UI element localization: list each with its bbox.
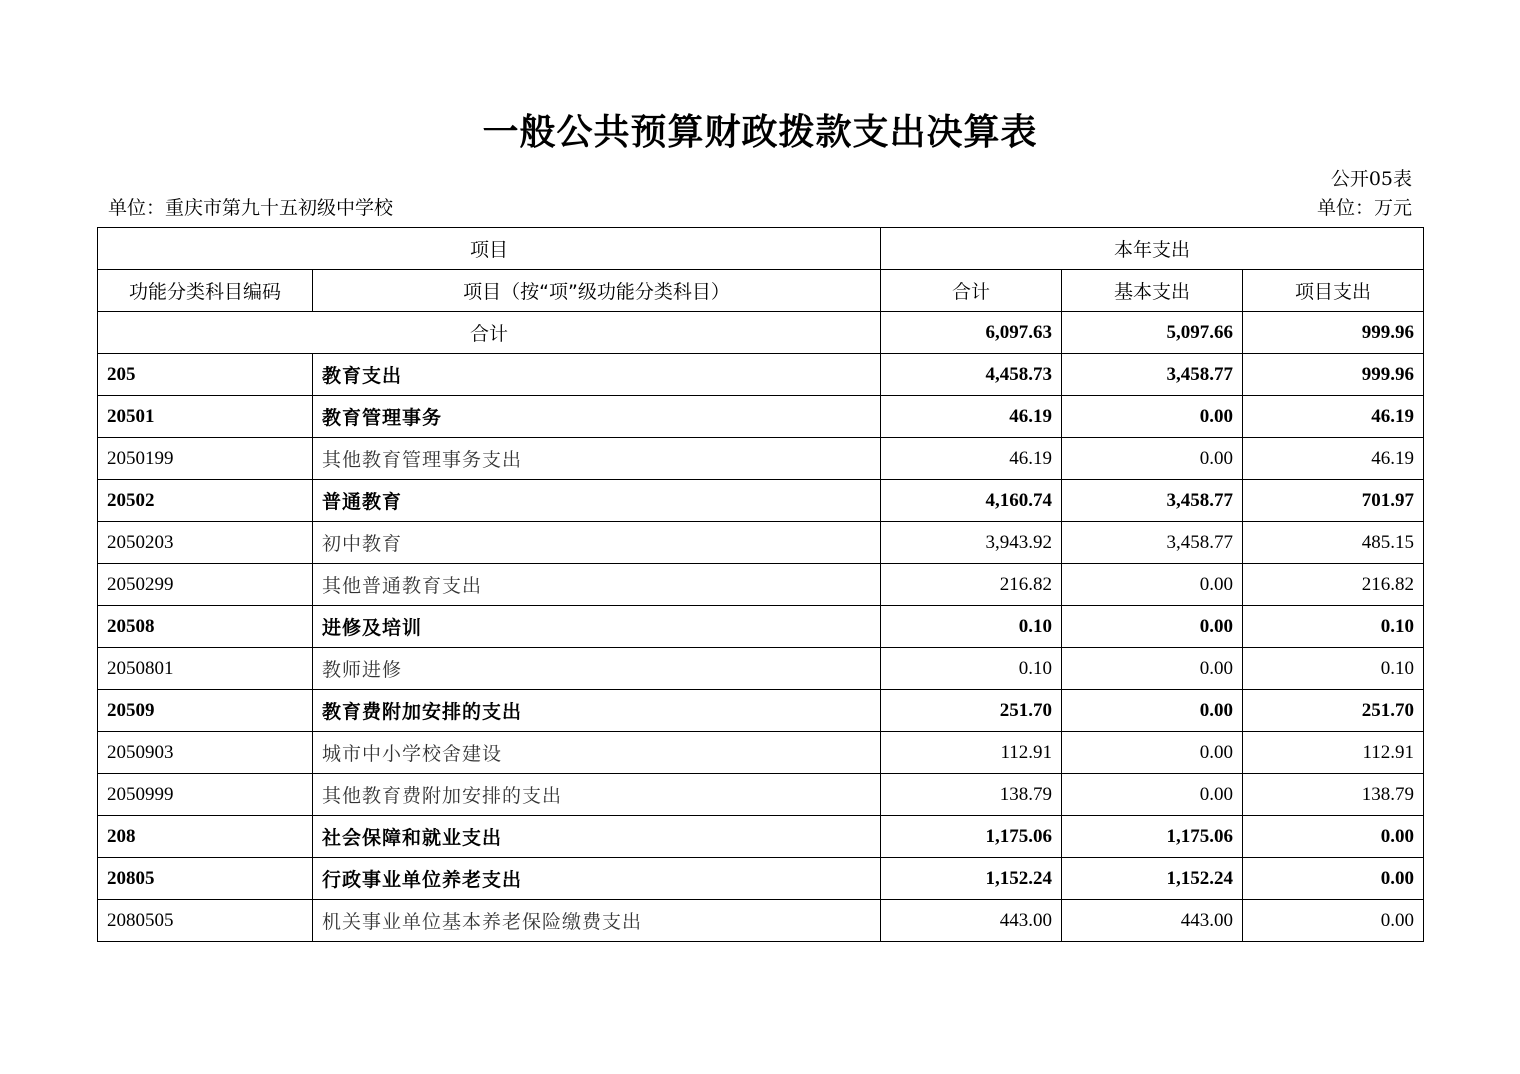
table-row: [98, 606, 1424, 648]
header-basic: 基本支出: [1062, 270, 1243, 312]
total-label: 合计: [98, 312, 881, 354]
row-total: 46.19: [881, 438, 1062, 480]
row-basic: 3,458.77: [1062, 480, 1243, 522]
row-project: 46.19: [1243, 438, 1424, 480]
row-project: 0.10: [1243, 606, 1424, 648]
row-name: 初中教育: [313, 522, 881, 564]
total-sum: 6,097.63: [881, 312, 1062, 354]
expenditure-table: [97, 227, 1424, 942]
row-project: 0.10: [1243, 648, 1424, 690]
row-code: 20501: [98, 396, 313, 438]
header-code: 功能分类科目编码: [98, 270, 313, 312]
page-title: 一般公共预算财政拨款支出决算表: [482, 112, 1038, 153]
row-code: 2080505: [98, 900, 313, 942]
table-row: [98, 564, 1424, 606]
row-project: 112.91: [1243, 732, 1424, 774]
row-total: 4,160.74: [881, 480, 1062, 522]
table-row: [98, 900, 1424, 942]
row-basic: 0.00: [1062, 648, 1243, 690]
row-project: 485.15: [1243, 522, 1424, 564]
row-basic: 0.00: [1062, 606, 1243, 648]
row-total: 138.79: [881, 774, 1062, 816]
row-basic: 0.00: [1062, 690, 1243, 732]
row-total: 3,943.92: [881, 522, 1062, 564]
row-basic: 1,175.06: [1062, 816, 1243, 858]
row-basic: 0.00: [1062, 774, 1243, 816]
row-name: 其他教育费附加安排的支出: [313, 774, 881, 816]
row-total: 0.10: [881, 606, 1062, 648]
row-name: 机关事业单位基本养老保险缴费支出: [313, 900, 881, 942]
row-name: 社会保障和就业支出: [313, 816, 881, 858]
row-name: 教育管理事务: [313, 396, 881, 438]
row-code: 2050199: [98, 438, 313, 480]
currency-unit: 单位：万元: [1316, 197, 1412, 219]
header-current-year: 本年支出: [881, 228, 1424, 270]
total-basic: 5,097.66: [1062, 312, 1243, 354]
row-project: 0.00: [1243, 900, 1424, 942]
table-row: [98, 480, 1424, 522]
row-name: 其他普通教育支出: [313, 564, 881, 606]
row-name: 城市中小学校舍建设: [313, 732, 881, 774]
row-total: 46.19: [881, 396, 1062, 438]
header-project-expense: 项目支出: [1243, 270, 1424, 312]
header-total: 合计: [881, 270, 1062, 312]
row-code: 2050903: [98, 732, 313, 774]
row-name: 普通教育: [313, 480, 881, 522]
row-code: 2050203: [98, 522, 313, 564]
header-project: 项目: [98, 228, 881, 270]
row-name: 教育支出: [313, 354, 881, 396]
table-row: [98, 648, 1424, 690]
row-project: 0.00: [1243, 858, 1424, 900]
row-project: 216.82: [1243, 564, 1424, 606]
table-row: [98, 774, 1424, 816]
table-row: [98, 690, 1424, 732]
row-name: 教师进修: [313, 648, 881, 690]
row-project: 138.79: [1243, 774, 1424, 816]
row-total: 251.70: [881, 690, 1062, 732]
row-basic: 0.00: [1062, 438, 1243, 480]
row-name: 进修及培训: [313, 606, 881, 648]
row-code: 2050801: [98, 648, 313, 690]
row-name: 其他教育管理事务支出: [313, 438, 881, 480]
table-row: [98, 522, 1424, 564]
row-name: 教育费附加安排的支出: [313, 690, 881, 732]
table-row: [98, 354, 1424, 396]
row-code: 208: [98, 816, 313, 858]
row-project: 46.19: [1243, 396, 1424, 438]
row-total: 4,458.73: [881, 354, 1062, 396]
table-row: [98, 732, 1424, 774]
row-total: 1,175.06: [881, 816, 1062, 858]
row-project: 251.70: [1243, 690, 1424, 732]
row-basic: 0.00: [1062, 396, 1243, 438]
header-row-1: [98, 228, 1424, 270]
row-total: 216.82: [881, 564, 1062, 606]
row-code: 20805: [98, 858, 313, 900]
row-total: 112.91: [881, 732, 1062, 774]
table-row: [98, 858, 1424, 900]
table-number: 公开05表: [1330, 168, 1412, 190]
row-total: 0.10: [881, 648, 1062, 690]
row-basic: 3,458.77: [1062, 354, 1243, 396]
total-row: [98, 312, 1424, 354]
row-code: 2050299: [98, 564, 313, 606]
row-code: 20502: [98, 480, 313, 522]
row-total: 1,152.24: [881, 858, 1062, 900]
table-row: [98, 396, 1424, 438]
row-basic: 0.00: [1062, 732, 1243, 774]
row-basic: 0.00: [1062, 564, 1243, 606]
row-code: 20509: [98, 690, 313, 732]
row-code: 205: [98, 354, 313, 396]
header-row-2: [98, 270, 1424, 312]
row-name: 行政事业单位养老支出: [313, 858, 881, 900]
table-row: [98, 438, 1424, 480]
header-item: 项目（按“项”级功能分类科目）: [313, 270, 881, 312]
row-project: 0.00: [1243, 816, 1424, 858]
total-project: 999.96: [1243, 312, 1424, 354]
reporting-unit: 单位：重庆市第九十五初级中学校: [108, 197, 394, 219]
row-total: 443.00: [881, 900, 1062, 942]
row-project: 701.97: [1243, 480, 1424, 522]
row-project: 999.96: [1243, 354, 1424, 396]
row-basic: 1,152.24: [1062, 858, 1243, 900]
row-basic: 3,458.77: [1062, 522, 1243, 564]
row-basic: 443.00: [1062, 900, 1243, 942]
table-row: [98, 816, 1424, 858]
row-code: 2050999: [98, 774, 313, 816]
row-code: 20508: [98, 606, 313, 648]
